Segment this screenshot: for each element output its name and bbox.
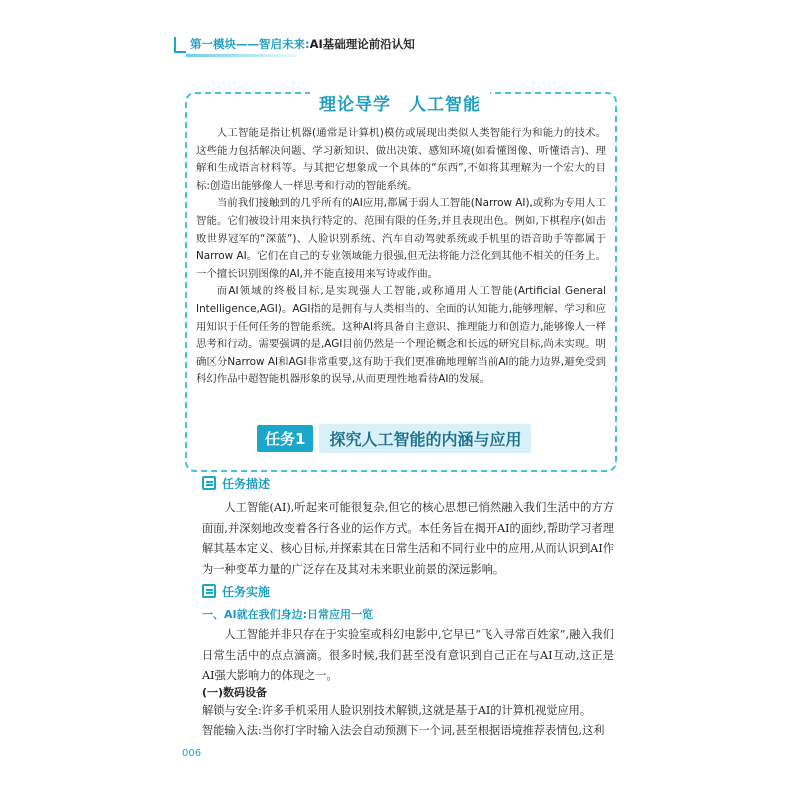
header-module: 第一模块——智启未来: [190, 37, 310, 51]
description-paragraph: 人工智能(AI),听起来可能很复杂,但它的核心思想已悄然融入我们生活中的方方面面,并深刻地改变着各行各业的运作方式。本任务旨在揭开AI的面纱,帮助学习者理解其基本定义、核心目标,并探索其在日常生活和不同行业中的应用,从而认识到AI作为一种变革力量的广泛存在及其对未来职业前景的深远影响。 [202, 501, 614, 576]
sub-subheading: (一)数码设备 [202, 686, 268, 699]
header-text [190, 36, 415, 52]
section-heading-implementation [202, 582, 270, 600]
implementation-paragraph: 人工智能并非只存在于实验室或科幻电影中,它早已“飞入寻常百姓家”,融入我们日常生活中的点点滴滴。很多时候,我们甚至没有意识到自己正在与AI互动,这正是AI强大影响力的体现之一。 [202, 628, 614, 682]
body-line-text: 智能输入法:当你打字时输入法会自动预测下一个词,甚至根据语境推荐表情包,这利 [202, 724, 605, 737]
intro-text [196, 125, 606, 389]
body-line [202, 702, 614, 718]
section-label: 任务实施 [222, 584, 271, 599]
list-icon [202, 476, 216, 490]
page-number: 006 [182, 748, 202, 759]
header-bracket-icon [174, 37, 186, 53]
body-line-text: 解锁与安全:许多手机采用人脸识别技术解锁,这就是基于AI的计算机视觉应用。 [202, 704, 592, 717]
header-rule [186, 54, 296, 57]
task-label: 任务1 [257, 425, 313, 452]
intro-paragraph: 而AI领域的终极目标,是实现强人工智能,或称通用人工智能(Artificial General Intelligence,AGI)。AGI指的是拥有与人类相当的、全面的认知能力,能够理解、学习和应用知识于任何任务的智能系统。这种AI将具备自主意识、推理能力和创造力,能够像人一样思考和行动。需要强调的是,AGI目前仍然是一个理论概念和长远的研究目标,尚未实现。明确区分Narrow AI和AGI非常重要,这有助于我们更准确地理解当前AI的能力边界,避免受到科幻作品中超智能机器形象的误导,从而更理性地看待AI的发展。 [196, 285, 606, 386]
section-label: 任务描述 [222, 476, 271, 491]
implementation-text [202, 625, 614, 687]
intro-paragraph: 人工智能是指让机器(通常是计算机)模仿或展现出类似人类智能行为和能力的技术。这些能力包括解决问题、学习新知识、做出决策、感知环境(如看懂图像、听懂语言)、理解和生成语言材料等。与其把它想象成一个具体的“东西”,不如将其理解为一个宏大的目标:创造出能够像人一样思考和行动的智能系统。 [196, 127, 606, 192]
task-title: 探究人工智能的内涵与应用 [319, 424, 531, 453]
header-subtitle: AI基础理论前沿认知 [309, 37, 415, 51]
subheading: 一、AI就在我们身边:日常应用一览 [202, 608, 374, 621]
body-line [202, 722, 614, 738]
intro-paragraph: 当前我们接触到的几乎所有的AI应用,都属于弱人工智能(Narrow AI),或称为专用人工智能。它们被设计用来执行特定的、范围有限的任务,并且表现出色。例如,下棋程序(如击败世界冠军的“深蓝”)、人脸识别系统、汽车自动驾驶系统或手机里的语音助手等都属于Narrow AI。它们在自己的专业领域能力很强,但无法将能力泛化到其他不相关的任务上。一个擅长识别图像的AI,并不能直接用来写诗或作曲。 [196, 197, 606, 280]
running-header [160, 32, 640, 58]
section-heading-description [202, 474, 270, 492]
description-text [202, 498, 614, 580]
intro-title: 理论导学 人工智能 [310, 90, 490, 115]
list-icon [202, 584, 216, 598]
task-banner [257, 424, 531, 452]
